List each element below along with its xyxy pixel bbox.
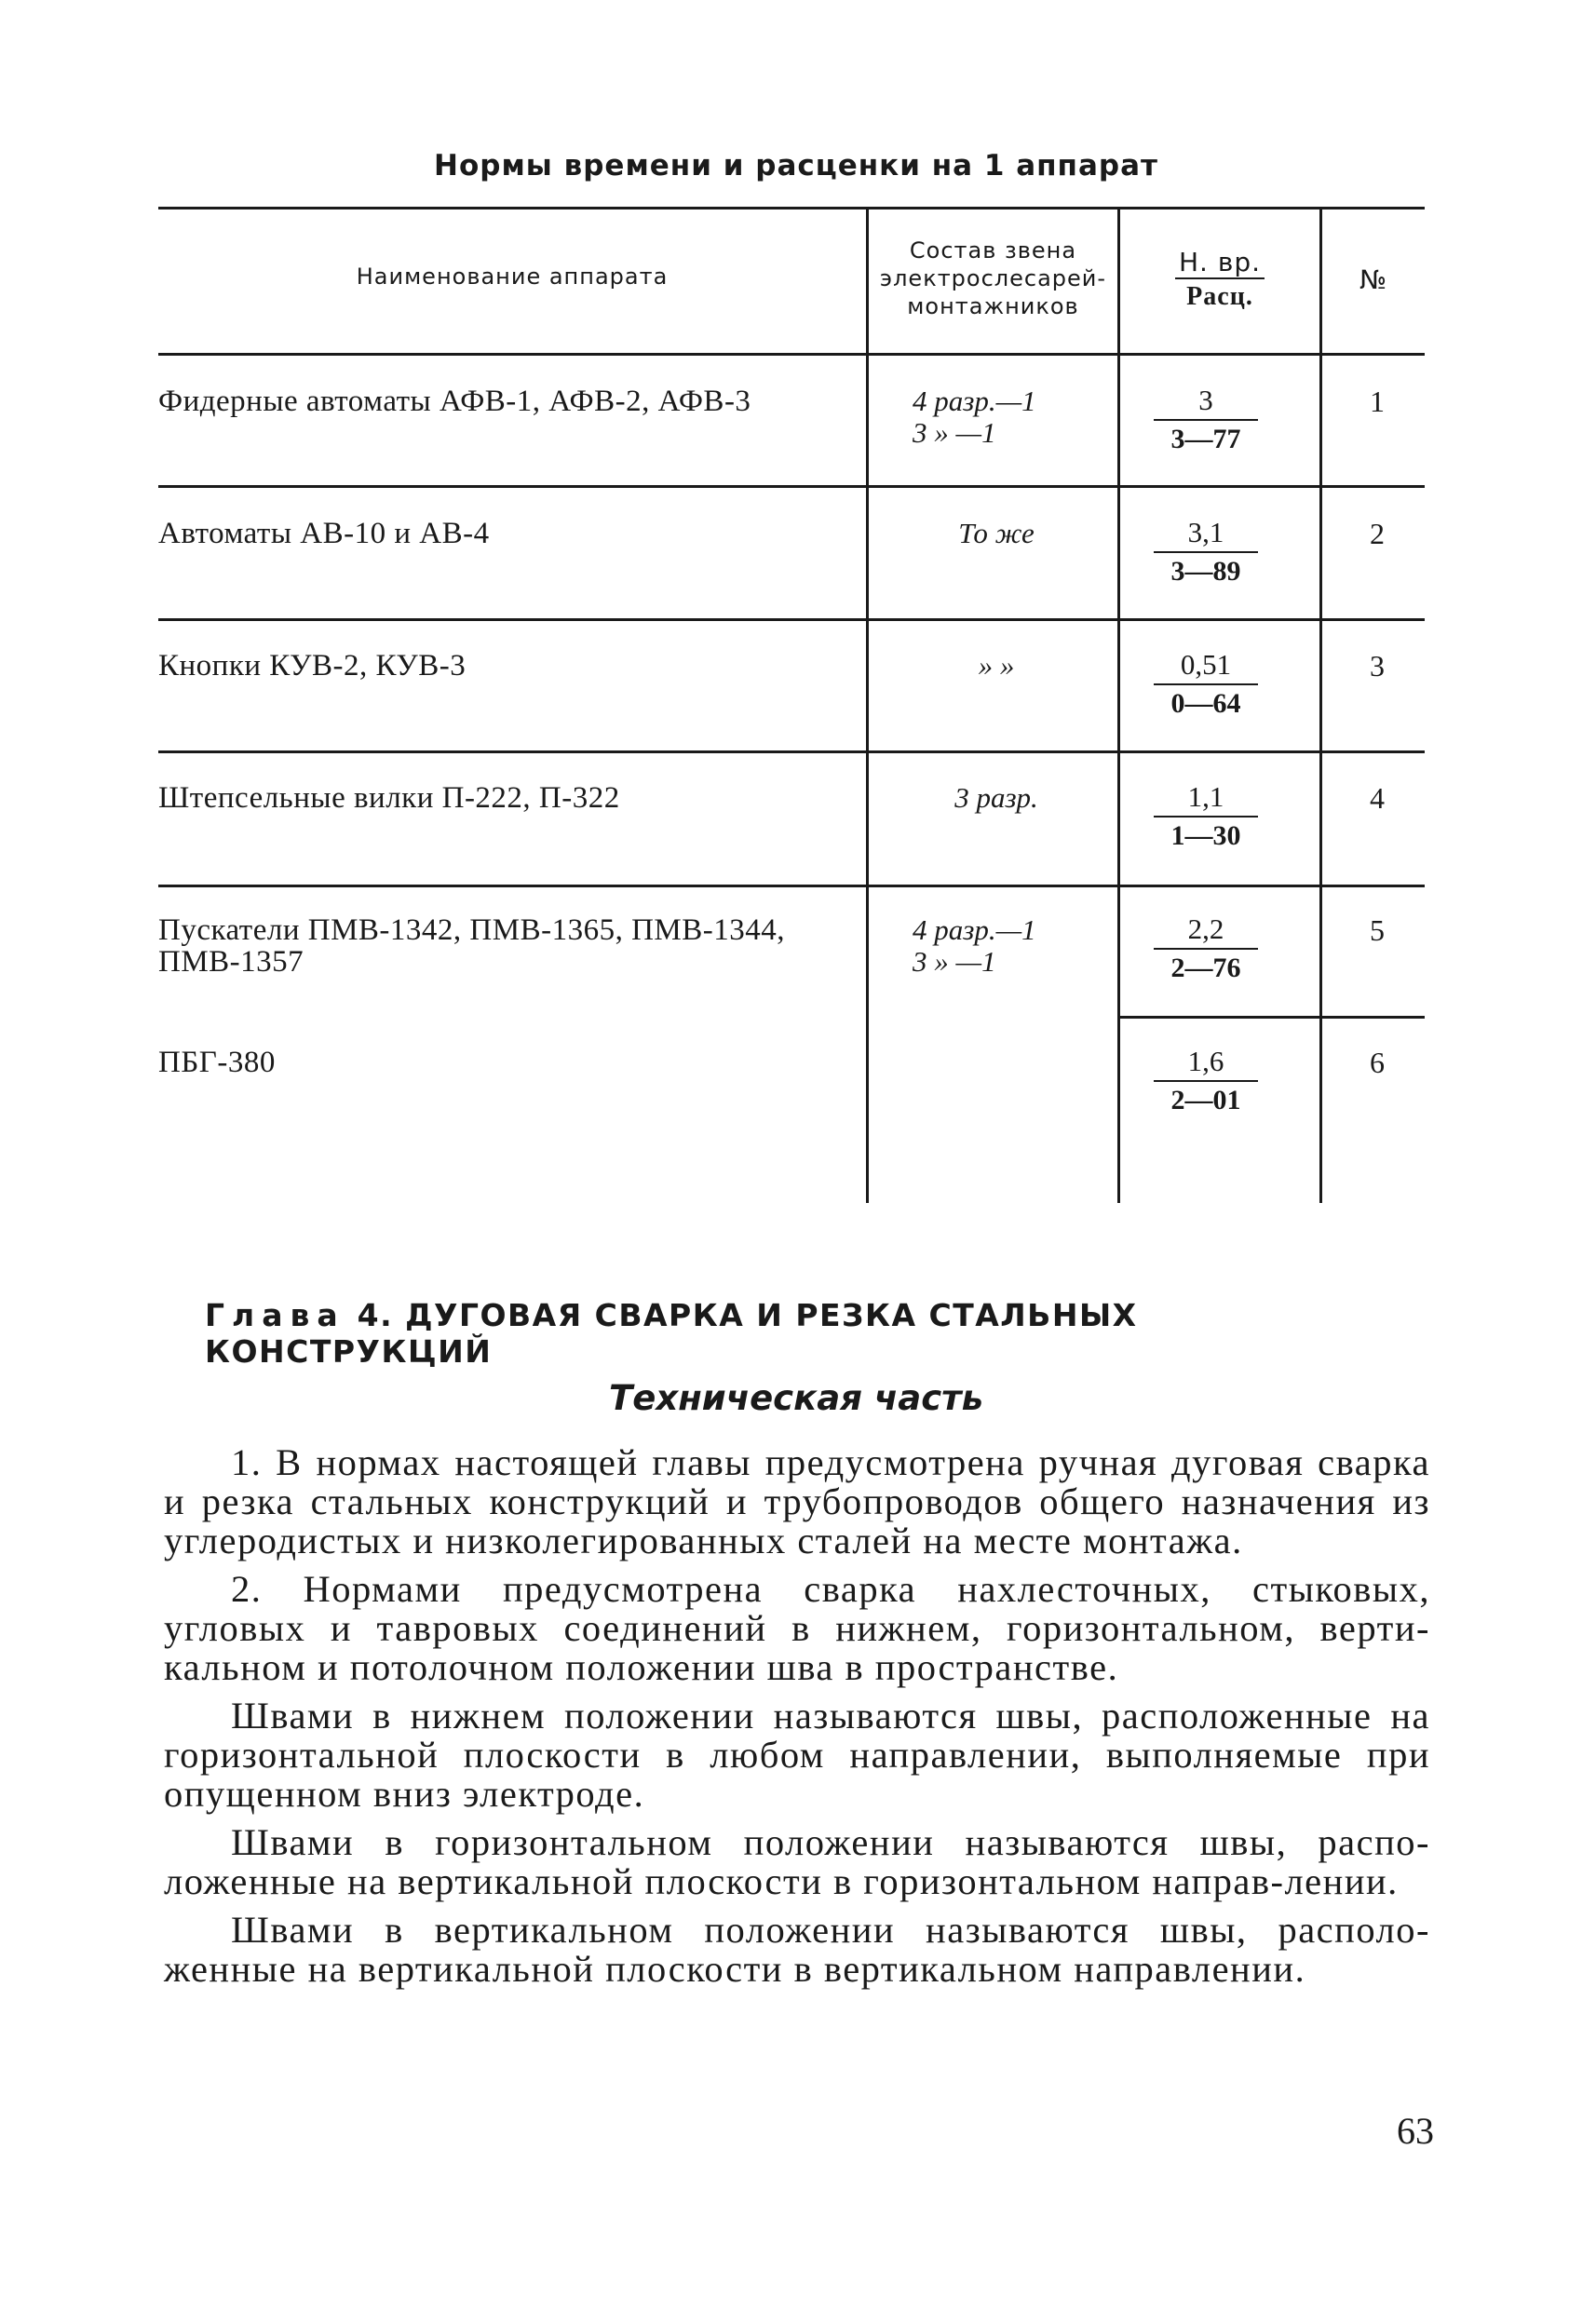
row-rate: 3—77 (1170, 424, 1241, 454)
row-name (158, 914, 857, 978)
row-norm: 0,51 (1180, 648, 1232, 681)
chapter-prefix: Глава (205, 1297, 345, 1333)
row-crew (913, 385, 1155, 449)
row-norm: 1,6 (1187, 1045, 1224, 1077)
row-rule (158, 618, 1425, 621)
row-number: 2 (1370, 517, 1385, 550)
row-crew (913, 914, 1155, 978)
page-number: 63 (1397, 2110, 1434, 2152)
row-crew-line: 3 » —1 (913, 945, 996, 978)
column-rule (1319, 207, 1322, 1203)
paragraph: Швами в горизонтальном положении называются швы, распо-ложенные на вертикальной плоскости в горизонтальном направ-лении. (164, 1821, 1430, 1902)
header-crew-line: электрослесарей- (879, 265, 1107, 291)
row-crew (875, 782, 1117, 814)
row-number: 5 (1370, 913, 1385, 947)
row-norm-rate (1141, 780, 1271, 855)
row-rate: 3—89 (1170, 556, 1241, 587)
row-rule (158, 485, 1425, 488)
row-number: 3 (1370, 649, 1385, 682)
row-crew (875, 518, 1117, 549)
row-norm-rate (1141, 1045, 1271, 1119)
row-rate: 2—76 (1170, 953, 1241, 983)
row-norm: 3 (1198, 384, 1213, 416)
row-crew-line: 3 разр. (954, 781, 1038, 814)
row-crew-line: 4 разр.—1 (913, 385, 1036, 417)
row-name-line: Пускатели ПМВ-1342, ПМВ-1365, ПМВ-1344, (158, 913, 786, 947)
row-norm: 1,1 (1187, 780, 1224, 813)
row-rate: 0—64 (1170, 688, 1241, 719)
header-norm-top: Н. вр. (1175, 248, 1265, 279)
table-title: Нормы времени и расценки на 1 аппарат (434, 149, 1158, 182)
row-rule-partial (1117, 1016, 1425, 1019)
row-name: Автоматы АВ-10 и АВ-4 (158, 517, 490, 550)
row-crew-line: 4 разр.—1 (913, 913, 1036, 946)
row-norm: 3,1 (1187, 516, 1224, 548)
header-name: Наименование аппарата (356, 264, 669, 290)
header-norm (1120, 248, 1319, 315)
row-number: 4 (1370, 781, 1385, 815)
header-number: № (1359, 264, 1388, 295)
paragraph: Швами в вертикальном положении называются швы, располо-женные на вертикальной плоскости в вертикальном направлении. (164, 1909, 1430, 1990)
row-crew-line: » » (978, 649, 1015, 682)
row-rate: 1—30 (1170, 820, 1241, 851)
header-crew (869, 237, 1117, 320)
chapter-heading (205, 1297, 1415, 1370)
paragraph: Швами в нижнем положении называются швы, расположенные на горизонтальной плоскости в любом направлении, выполняемые при опущенном вниз электроде. (164, 1695, 1430, 1815)
row-name-line: ПМВ-1357 (158, 945, 304, 979)
row-crew-line: То же (958, 517, 1035, 549)
row-name: Кнопки КУВ-2, КУВ-3 (158, 649, 467, 682)
paragraph: 1. В нормах настоящей главы предусмотрена ручная дуговая сварка и резка стальных конструкций и трубопроводов общего назначения из углеродистых и низколегированных сталей на месте монтажа. (164, 1441, 1430, 1561)
row-norm-rate (1141, 648, 1271, 723)
row-name: Штепсельные вилки П-222, П-322 (158, 781, 620, 815)
paragraph: 2. Нормами предусмотрена сварка нахлесточных, стыковых, угловых и тавровых соединений в нижнем, горизонтальном, верти-кальном и потолочном положении шва в пространстве. (164, 1568, 1430, 1688)
row-rate: 2—01 (1170, 1085, 1241, 1115)
row-name: ПБГ-380 (158, 1046, 276, 1079)
row-norm: 2,2 (1187, 912, 1224, 945)
row-norm-rate (1141, 516, 1271, 590)
row-crew-line: 3 » —1 (913, 416, 996, 449)
header-norm-bottom: Расц. (1186, 282, 1253, 311)
row-number: 6 (1370, 1046, 1385, 1079)
section-heading: Техническая часть (609, 1378, 983, 1418)
column-rule (866, 207, 869, 1203)
row-norm-rate (1141, 912, 1271, 987)
table-top-rule (158, 207, 1425, 209)
row-number: 1 (1370, 385, 1385, 418)
header-crew-line: Состав звена (909, 237, 1077, 264)
row-name: Фидерные автоматы АФВ-1, АФВ-2, АФВ-3 (158, 385, 751, 418)
column-rule (1117, 207, 1120, 1203)
row-rule (158, 885, 1425, 887)
row-norm-rate (1141, 384, 1271, 458)
chapter-title: 4. ДУГОВАЯ СВАРКА И РЕЗКА СТАЛЬНЫХ КОНСТРУКЦИЙ (205, 1297, 1138, 1370)
row-crew (875, 650, 1117, 682)
body-text (164, 1443, 1430, 1998)
header-crew-line: монтажников (907, 293, 1079, 319)
row-rule (158, 750, 1425, 753)
header-bottom-rule (158, 353, 1425, 356)
